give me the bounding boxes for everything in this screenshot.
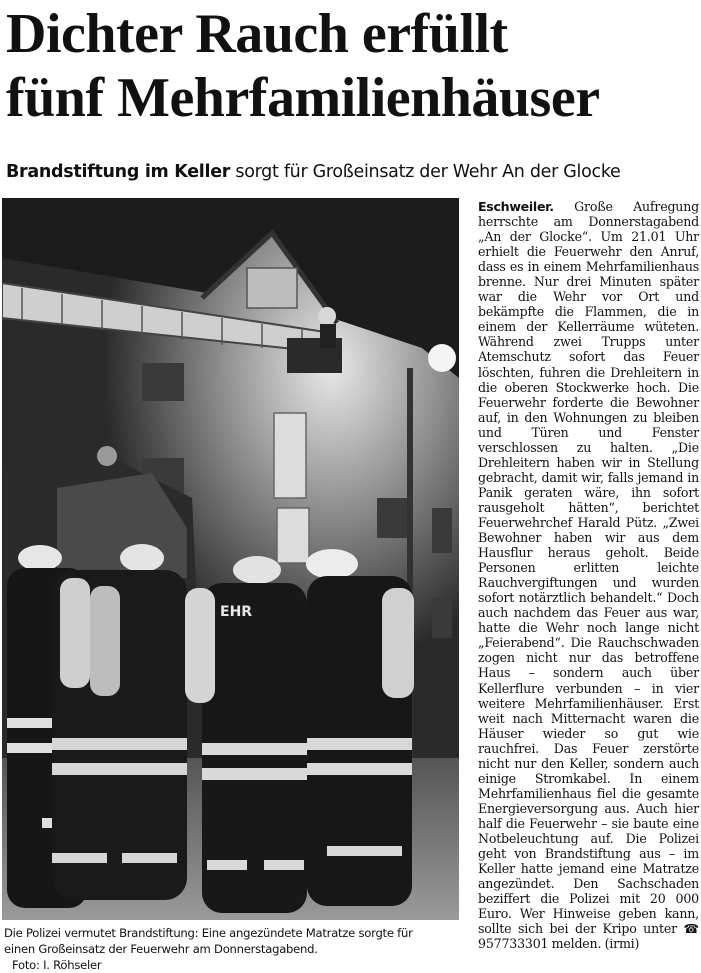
- headline: [6, 2, 698, 130]
- headline-line-1: Dichter Rauch erfüllt: [6, 3, 508, 65]
- caption-text: einen Großeinsatz der Feuerwehr am Donnerstagabend.: [4, 942, 318, 956]
- subheadline-rest: sorgt für Großeinsatz der Wehr An der Glocke: [230, 162, 621, 182]
- caption-line-2: [4, 941, 464, 973]
- article-text: Große Aufregung herrschte am Donnerstagabend „An der Glocke“. Um 21.01 Uhr erhielt die Feuerwehr den Anruf, dass es in einem Mehrfamilienhaus brenne. Nur drei Minuten später war die Wehr vor Ort und bekämpfte die Flammen, die in einem der Kellerräume wüteten. Während zwei Trupps unter Atemschutz sofort das Feuer löschten, fuhren die Drehleitern in die oberen Stockwerke hoch. Die Feuerwehr forderte die Bewohner auf, in den Wohnungen zu bleiben und Türen und Fenster verschlossen zu halten. „Die Drehleitern haben wir in Stellung gebracht, damit wir, falls jemand in Panik geraten wäre, ihn sofort rausgeholt hätten“, berichtet Feuerwehrchef Harald Pütz. „Zwei Bewohner haben wir aus dem Hausflur heraus geholt. Beide Personen erlitten leichte Rauchvergiftungen und wurden sofort notärztlich behandelt.“ Doch auch nachdem das Feuer aus war, hatte die Wehr noch lange nicht „Feierabend“. Die Rauchschwaden zogen nicht nur das betroffene Haus – sondern auch über Kellerflure verbunden – in vier weitere Mehrfamilienhäuser. Erst weit nach Mitternacht waren die Häuser wieder so gut wie rauchfrei. Das Feuer zerstörte nicht nur den Keller, sondern auch einige Stromkabel. In einem Mehrfamilienhaus fiel die gesamte Energieversorgung aus. Auch hier half die Feuerwehr – sie baute eine Notbeleuchtung auf. Die Polizei geht von Brandstiftung aus – im Keller hatte jemand eine Matratze angezündet. Den Sachschaden beziffert die Polizei mit 20 000 Euro. Wer Hinweise geben kann, sollte sich bei der Kripo unter ☎ 957733301 melden.: [478, 199, 699, 952]
- subheadline-lead: Brandstiftung im Keller: [6, 162, 231, 182]
- photo-credit: Foto: I. Röhseler: [12, 958, 102, 972]
- helmet-lettering: EHR: [220, 604, 253, 620]
- headline-line-2: fünf Mehrfamilienhäuser: [6, 67, 600, 129]
- subheadline: [6, 160, 698, 184]
- news-photo: [2, 198, 459, 920]
- author-signature: (irmi): [604, 936, 640, 952]
- article-body: [478, 199, 699, 951]
- dateline: Eschweiler.: [478, 199, 554, 214]
- caption-line-1: Die Polizei vermutet Brandstiftung: Eine angezündete Matratze sorgte für: [4, 926, 413, 940]
